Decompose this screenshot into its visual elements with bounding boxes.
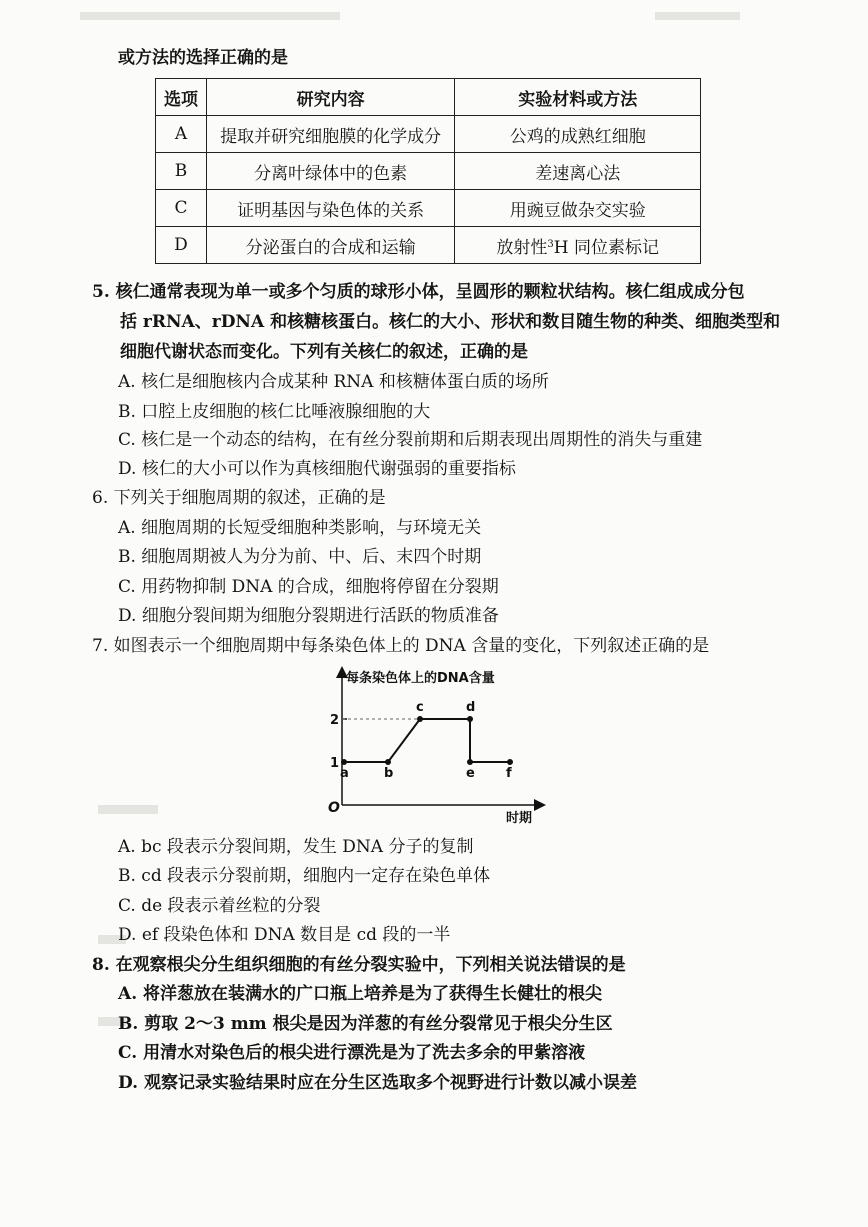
point-label-c: c [416,700,424,715]
q5-option-a: A. 核仁是细胞核内合成某种 RNA 和核糖体蛋白质的场所 [118,372,549,392]
bleed-through-mark [98,805,158,814]
table-cell-content: 证明基因与染色体的关系 [206,190,455,227]
table-cell-method [455,227,701,264]
data-point-a [341,759,347,765]
q5-stem-line: 括 rRNA、rDNA 和核糖核蛋白。核仁的大小、形状和数目随生物的种类、细胞类型和 [120,312,781,332]
q5-stem-line: 细胞代谢状态而变化。下列有关核仁的叙述，正确的是 [120,342,528,362]
q7-option-a: A. bc 段表示分裂间期，发生 DNA 分子的复制 [118,837,474,857]
table-cell-method: 公鸡的成熟红细胞 [455,116,701,153]
q7-option-c: C. de 段表示着丝粒的分裂 [118,896,321,916]
table-cell-option: B [156,153,207,190]
table-header: 实验材料或方法 [455,79,701,116]
q5-option-d: D. 核仁的大小可以作为真核细胞代谢强弱的重要指标 [118,459,516,479]
method-text: 放射性 [496,237,548,258]
q5-stem-line: 5. 核仁通常表现为单一或多个匀质的球形小体，呈圆形的颗粒状结构。核仁组成成分包 [92,282,745,302]
data-point-f [507,759,513,765]
q8-option-d: D. 观察记录实验结果时应在分生区选取多个视野进行计数以减小误差 [118,1073,637,1093]
q5-option-b: B. 口腔上皮细胞的核仁比唾液腺细胞的大 [118,402,431,422]
table-row [156,116,701,153]
q6-option-d: D. 细胞分裂间期为细胞分裂期进行活跃的物质准备 [118,606,499,626]
table-cell-option: D [156,227,207,264]
table-cell-method: 差速离心法 [455,153,701,190]
table-row [156,227,701,264]
y-axis-label: 每条染色体上的DNA含量 [346,671,495,686]
table-cell-option: A [156,116,207,153]
options-table [155,78,701,264]
table-cell-method: 用豌豆做杂交实验 [455,190,701,227]
bleed-through-mark [655,12,740,20]
y-tick-label: 1 [330,756,340,771]
series-line [344,719,510,762]
point-label-f: f [506,766,512,781]
origin-label: O [328,800,340,816]
table-cell-content: 提取并研究细胞膜的化学成分 [206,116,455,153]
q6-stem: 6. 下列关于细胞周期的叙述，正确的是 [92,488,386,508]
data-point-b [385,759,391,765]
q8-option-b: B. 剪取 2～3 mm 根尖是因为洋葱的有丝分裂常见于根尖分生区 [118,1014,613,1034]
q6-option-a: A. 细胞周期的长短受细胞种类影响，与环境无关 [118,518,482,538]
q8-option-c: C. 用清水对染色后的根尖进行漂洗是为了洗去多余的甲紫溶液 [118,1043,586,1063]
chart-marks [330,700,513,781]
table-cell-option: C [156,190,207,227]
data-point-c [417,716,423,722]
table-cell-content: 分泌蛋白的合成和运输 [206,227,455,264]
data-point-d [467,716,473,722]
x-axis-label: 时期 [506,811,533,826]
intro-line: 或方法的选择正确的是 [118,48,288,68]
table-header: 选项 [156,79,207,116]
table-header-row [156,79,701,116]
q6-option-c: C. 用药物抑制 DNA 的合成，细胞将停留在分裂期 [118,577,499,597]
point-label-e: e [466,766,475,781]
method-text: H 同位素标记 [553,237,660,258]
q7-option-d: D. ef 段染色体和 DNA 数目是 cd 段的一半 [118,925,451,945]
q8-stem: 8. 在观察根尖分生组织细胞的有丝分裂实验中，下列相关说法错误的是 [92,955,626,975]
point-label-b: b [384,766,394,781]
q7-stem: 7. 如图表示一个细胞周期中每条染色体上的 DNA 含量的变化，下列叙述正确的是 [92,636,710,656]
table-cell-content: 分离叶绿体中的色素 [206,153,455,190]
q5-option-c: C. 核仁是一个动态的结构，在有丝分裂前期和后期表现出周期性的消失与重建 [118,430,703,450]
isotope-superscript: 3 [547,238,554,250]
dna-content-chart [300,660,560,835]
point-label-a: a [340,766,349,781]
q6-option-b: B. 细胞周期被人为分为前、中、后、末四个时期 [118,547,482,567]
table-row [156,190,701,227]
y-tick-label: 2 [330,713,340,728]
q7-option-b: B. cd 段表示分裂前期，细胞内一定存在染色单体 [118,866,491,886]
bleed-through-mark [80,12,340,20]
table-header: 研究内容 [206,79,455,116]
point-label-d: d [466,700,476,715]
q8-option-a: A. 将洋葱放在装满水的广口瓶上培养是为了获得生长健壮的根尖 [118,984,603,1004]
data-point-e [467,759,473,765]
table-row [156,153,701,190]
